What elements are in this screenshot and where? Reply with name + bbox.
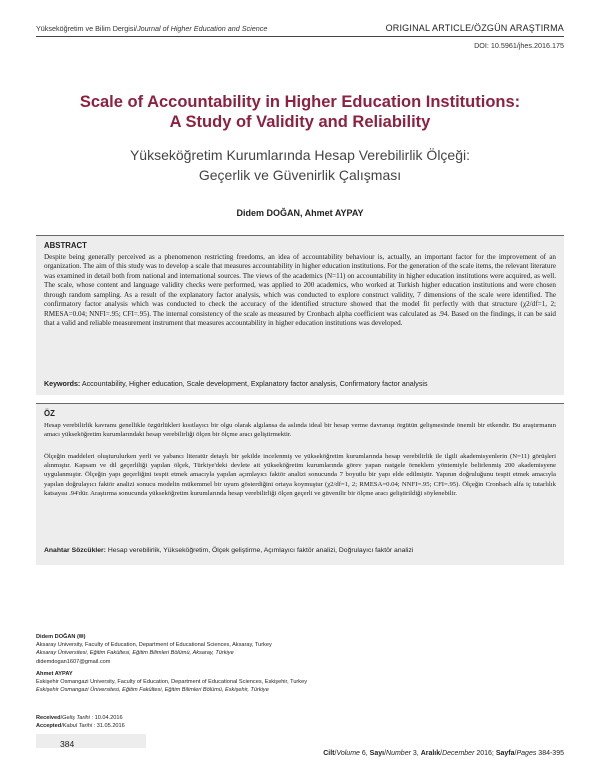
author1-email[interactable]: didemdogan1607@gmail.com — [36, 658, 111, 665]
journal-name — [36, 24, 267, 33]
footer-cilt: Cilt — [323, 750, 335, 757]
doi[interactable]: DOI: 10.5961/jhes.2016.175 — [474, 41, 564, 50]
abstract-text: Despite being generally perceived as a phenomenon restricting freedoms, an idea of accountability behaviour is, actually, an important factor for the improvement of an organization. The aim of this study was to develop a scale that measures accountability in higher education institutions. For the generation of the scale items, the relevant literature was examined in detail both from national and international sources. The views of the academics (N=11) on accountability in higher education institutions were acquired, as well. The scale, whose content and language validity checks were performed, was applied to 200 academics, who worked at Turkish higher education institutions and were chosen through random sampling. As a result of the explanatory factor analysis, which was conducted to explore construct validity, 7 dimensions of the scale were identified. The confirmatory factor analysis which was conducted to check the accuracy of the identified structure showed that the model fit perfectly with that structure (χ2/df=1, 2; RMESA=0.04; NNFI=.95; CFI=.95). The internal consistency of the scale as measured by Cronbach alpha coefficient was calculated as .94. Based on the findings, it can be said that a valid and reliable measurement instrument that measures accountability in higher education institutions was developed. — [44, 253, 556, 328]
accepted-date-row: Accepted/Kabul Tarihi : 31.05.2016 — [36, 723, 125, 730]
oz-paragraph-2: Ölçeğin maddeleri oluşturulurken yerli ve yabancı literatür detaylı bir şekilde incelenmiş ve yükseköğretim kurumlarında hesap verebilirlik ile ilgili akademisyenlerin (N=11) görüşleri alınmıştır. Kapsam ve dil geçerliliği yapılan ölçek, Türkiye'deki devlete ait yükseköğretim kurumlarında görev yapan rastgele örneklem yöntemiyle belirlenmiş 200 akademisyene uygulanmıştır. Ölçeğin yapı geçerliğini tespit etmek amacıyla yapılan açımlayıcı faktör analizi sonucunda 7 boyutlu bir yapı elde edilmiştir. Yapının doğruluğunu tespit etmek amacıyla yapılan doğrulayıcı faktör analizi sonucu modelin mükemmel bir uyum gösterdiğini ortaya koymuştur (χ2/df=1, 2; RMESA=0.04; NNFI=.95; CFI=.95). Ölçeğin Cronbach alfa iç tutarlılık katsayısı .94'dür. Araştırma sonucunda yükseköğretim kurumlarında hesap verebilirliği ölçen geçerli ve güvenilir bir ölçme aracı geliştirildiği söylenebilir. — [44, 453, 556, 497]
author1-affiliation-en: Aksaray University, Faculty of Education, Department of Educational Sciences, Aksaray, Turkey — [36, 642, 272, 649]
oz-paragraph-1: Hesap verebilirlik kavramı genellikle özgürlükleri kısıtlayıcı bir olgu olarak algılansa da aslında ideal bir hesap verme davranışı örgütün gelişmesinde önemli bir etkendir. Bu araştırmanın amacı yükseköğretim kurumlarındaki hesap verebilirliği ölçen bir ölçme aracı geliştirmektir. — [44, 422, 556, 439]
oz-heading: ÖZ — [44, 409, 55, 418]
received-date-row: Received/Geliş Tarihi : 10.04.2016 — [36, 715, 123, 721]
page-number-box — [36, 734, 146, 748]
journal-name-tr: Yükseköğretim ve Bilim Dergisi/ — [36, 24, 138, 33]
author2-name: Ahmet AYPAY — [36, 670, 73, 677]
received-label: Received — [36, 715, 61, 721]
abstract-keywords — [44, 380, 556, 388]
received-value: : 10.04.2016 — [91, 715, 123, 721]
paper-title-line2: A Study of Validity and Reliability — [169, 113, 431, 131]
footer-sayfa: Sayfa — [495, 750, 515, 757]
paper-subtitle-line2: Geçerlik ve Güvenirlik Çalışması — [198, 167, 402, 183]
oz-keywords — [44, 547, 556, 554]
keywords-label: Keywords: — [44, 380, 81, 388]
footer-num: 3, — [412, 750, 419, 757]
author2-affiliation-en: Eskişehir Osmangazi University, Faculty of Education, Department of Educational Sciences, Eskişehir, Turkey — [36, 679, 307, 686]
oz-keywords-label: Anahtar Sözcükler: — [44, 547, 106, 554]
footer-pages: Pages — [516, 750, 537, 757]
page-number: 384 — [60, 739, 75, 749]
author2-affiliation-tr: Eskişehir Osmangazi Üniversitesi, Eğitim Fakültesi, Eğitim Bilimleri Bölümü, Eskişehir, Türkiye — [36, 687, 269, 694]
oz-box — [36, 403, 564, 565]
paper-subtitle — [40, 145, 560, 185]
footer-month: December — [442, 750, 475, 757]
footer-number: Number — [386, 750, 411, 757]
footer-year: 2016; — [476, 750, 494, 757]
footer-page-range: 384-395 — [538, 750, 564, 757]
author1-name: Didem DOĞAN (✉) — [36, 634, 86, 640]
author1-affiliation-tr: Aksaray Üniversitesi, Eğitim Fakültesi, Eğitim Bilimleri Bölümü, Aksaray, Türkiye — [36, 650, 234, 657]
accepted-label: Accepted — [36, 723, 62, 730]
footer-volume: Volume — [336, 750, 360, 757]
paper-title — [40, 92, 560, 132]
affiliations — [36, 633, 307, 694]
journal-name-en: Journal of Higher Education and Science — [137, 24, 268, 33]
abstract-rule — [36, 235, 564, 236]
footer-sayi: Sayı — [369, 750, 385, 757]
accepted-value: : 31.05.2016 — [93, 723, 125, 730]
article-dates — [36, 714, 125, 730]
footer-aralik: Aralık — [420, 750, 441, 757]
keywords-list: Accountability, Higher education, Scale development, Explanatory factor analysis, Confirmatory factor analysis — [81, 380, 428, 388]
article-type: ORIGINAL ARTICLE/ÖZGÜN ARAŞTIRMA — [385, 23, 564, 33]
abstract-heading: ABSTRACT — [44, 241, 87, 250]
paper-title-line1: Scale of Accountability in Higher Education Institutions: — [79, 93, 521, 111]
oz-rule — [36, 403, 564, 404]
received-label-tr: Geliş Tarihi — [62, 715, 90, 721]
citation-footer: Cilt/Volume 6, Sayı/Number 3, Aralık/December 2016; Sayfa/Pages 384-395 — [323, 750, 564, 757]
authors: Didem DOĞAN, Ahmet AYPAY — [236, 208, 364, 218]
accepted-label-tr: Kabul Tarihi — [62, 723, 93, 730]
paper-subtitle-line1: Yükseköğretim Kurumlarında Hesap Verebilirlik Ölçeği: — [129, 147, 471, 163]
abstract-box — [36, 235, 564, 395]
oz-keywords-list: Hesap verebilirlik, Yükseköğretim, Ölçek geliştirme, Açımlayıcı faktör analizi, Doğrulayıcı faktör analizi — [107, 547, 414, 554]
footer-vol-num: 6, — [361, 750, 368, 757]
header-divider — [36, 36, 564, 37]
